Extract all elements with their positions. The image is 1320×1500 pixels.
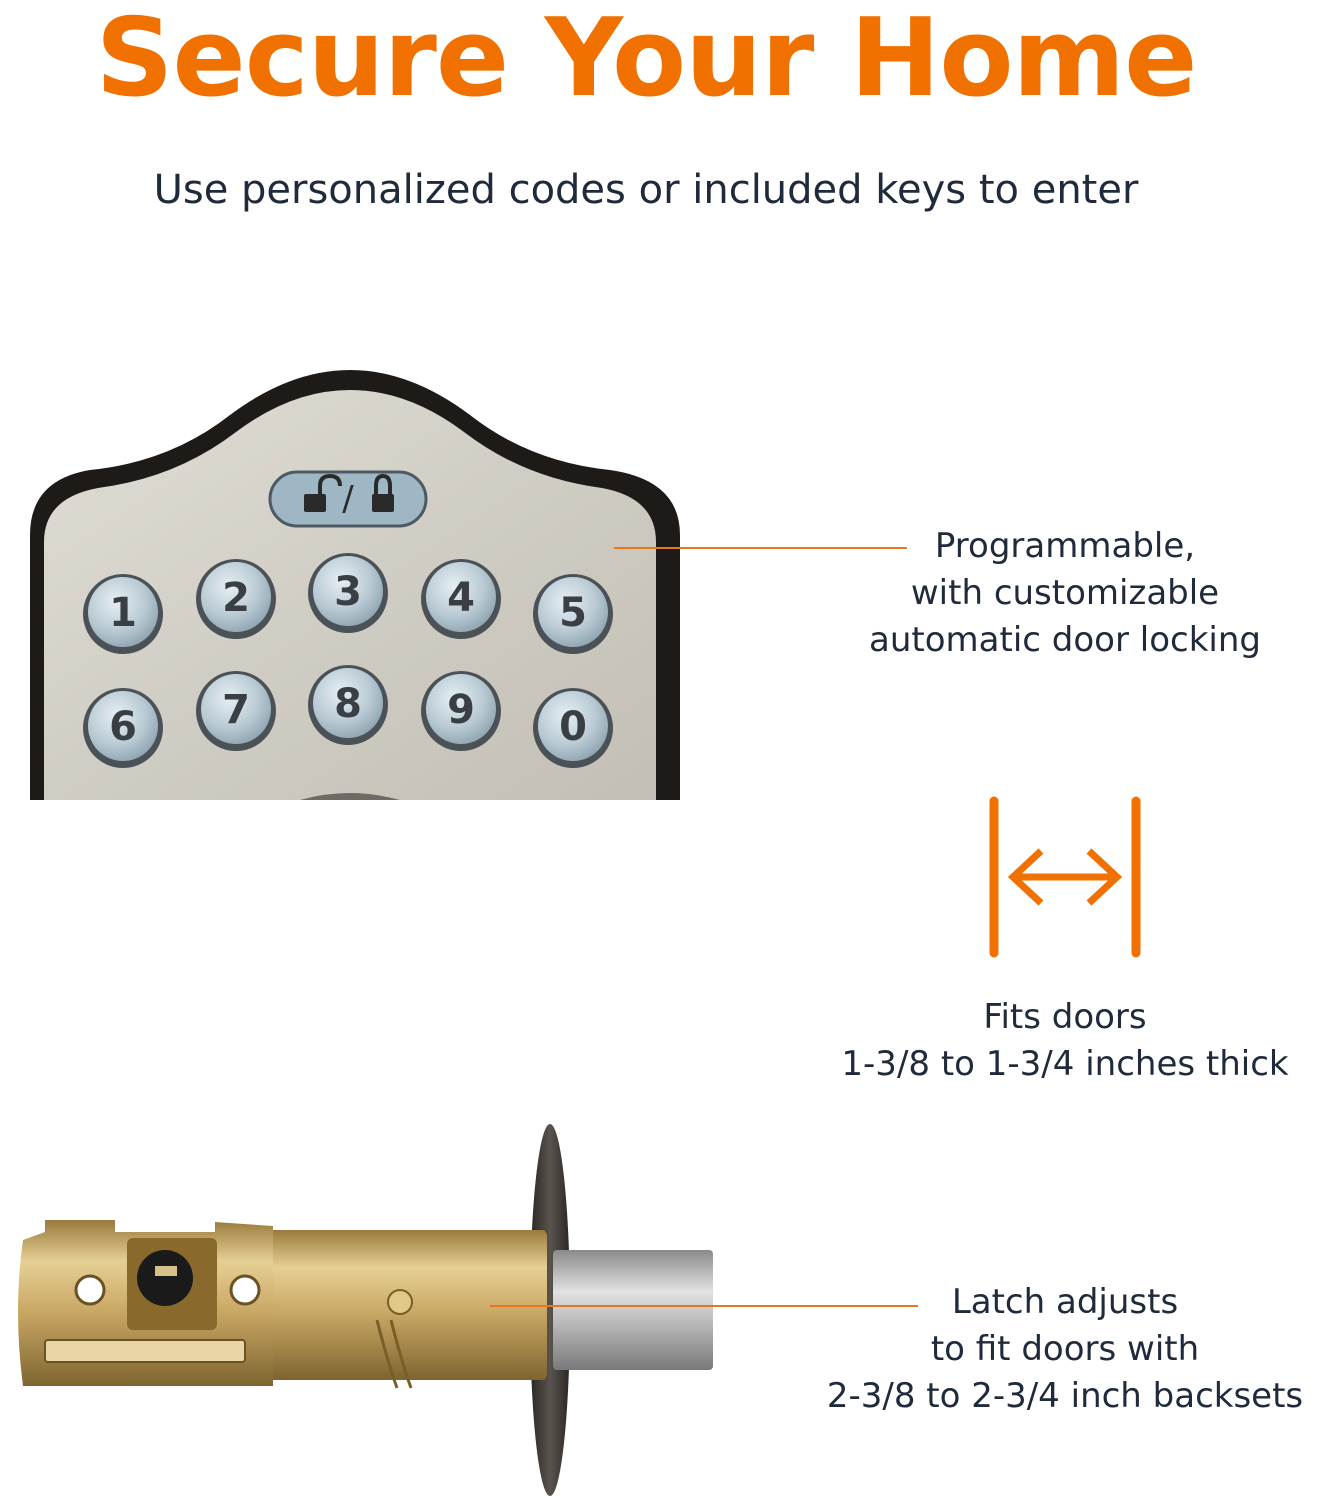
callout-line: Programmable, bbox=[934, 526, 1196, 566]
programmable-callout bbox=[835, 523, 1295, 664]
svg-text:8: 8 bbox=[334, 681, 362, 727]
key-5[interactable] bbox=[533, 574, 613, 654]
latch-callout bbox=[806, 1279, 1320, 1420]
key-6[interactable] bbox=[83, 688, 163, 768]
key-4[interactable] bbox=[421, 559, 501, 639]
key-7[interactable] bbox=[196, 671, 276, 751]
key-9[interactable] bbox=[421, 671, 501, 751]
key-8[interactable] bbox=[308, 665, 388, 745]
callout-line: with customizable bbox=[910, 573, 1220, 613]
svg-text:6: 6 bbox=[109, 704, 137, 750]
keypad-image bbox=[30, 370, 720, 800]
svg-text:4: 4 bbox=[447, 575, 475, 621]
door-thickness-callout bbox=[810, 994, 1320, 1088]
page-title: Secure Your Home bbox=[95, 0, 1197, 121]
callout-line: to fit doors with bbox=[930, 1329, 1200, 1369]
svg-text:0: 0 bbox=[559, 704, 587, 750]
key-1[interactable] bbox=[83, 574, 163, 654]
width-arrows-icon bbox=[985, 796, 1145, 960]
svg-text:7: 7 bbox=[222, 687, 250, 733]
key-3[interactable] bbox=[308, 553, 388, 633]
svg-text:2: 2 bbox=[222, 575, 250, 621]
callout-line: Latch adjusts bbox=[951, 1282, 1179, 1322]
lock-toggle-slash: / bbox=[342, 479, 354, 519]
svg-text:5: 5 bbox=[559, 590, 587, 636]
callout-line: 2-3/8 to 2-3/4 inch backsets bbox=[826, 1376, 1304, 1416]
svg-text:1: 1 bbox=[109, 590, 137, 636]
key-0[interactable] bbox=[533, 688, 613, 768]
callout-line: Fits doors bbox=[983, 997, 1147, 1037]
key-2[interactable] bbox=[196, 559, 276, 639]
callout-line: 1-3/8 to 1-3/4 inches thick bbox=[841, 1044, 1289, 1084]
callout-line: automatic door locking bbox=[869, 620, 1261, 660]
svg-text:9: 9 bbox=[447, 687, 475, 733]
page-subtitle: Use personalized codes or included keys to enter bbox=[153, 167, 1139, 213]
svg-text:3: 3 bbox=[334, 569, 362, 615]
latch-image bbox=[5, 1120, 725, 1500]
